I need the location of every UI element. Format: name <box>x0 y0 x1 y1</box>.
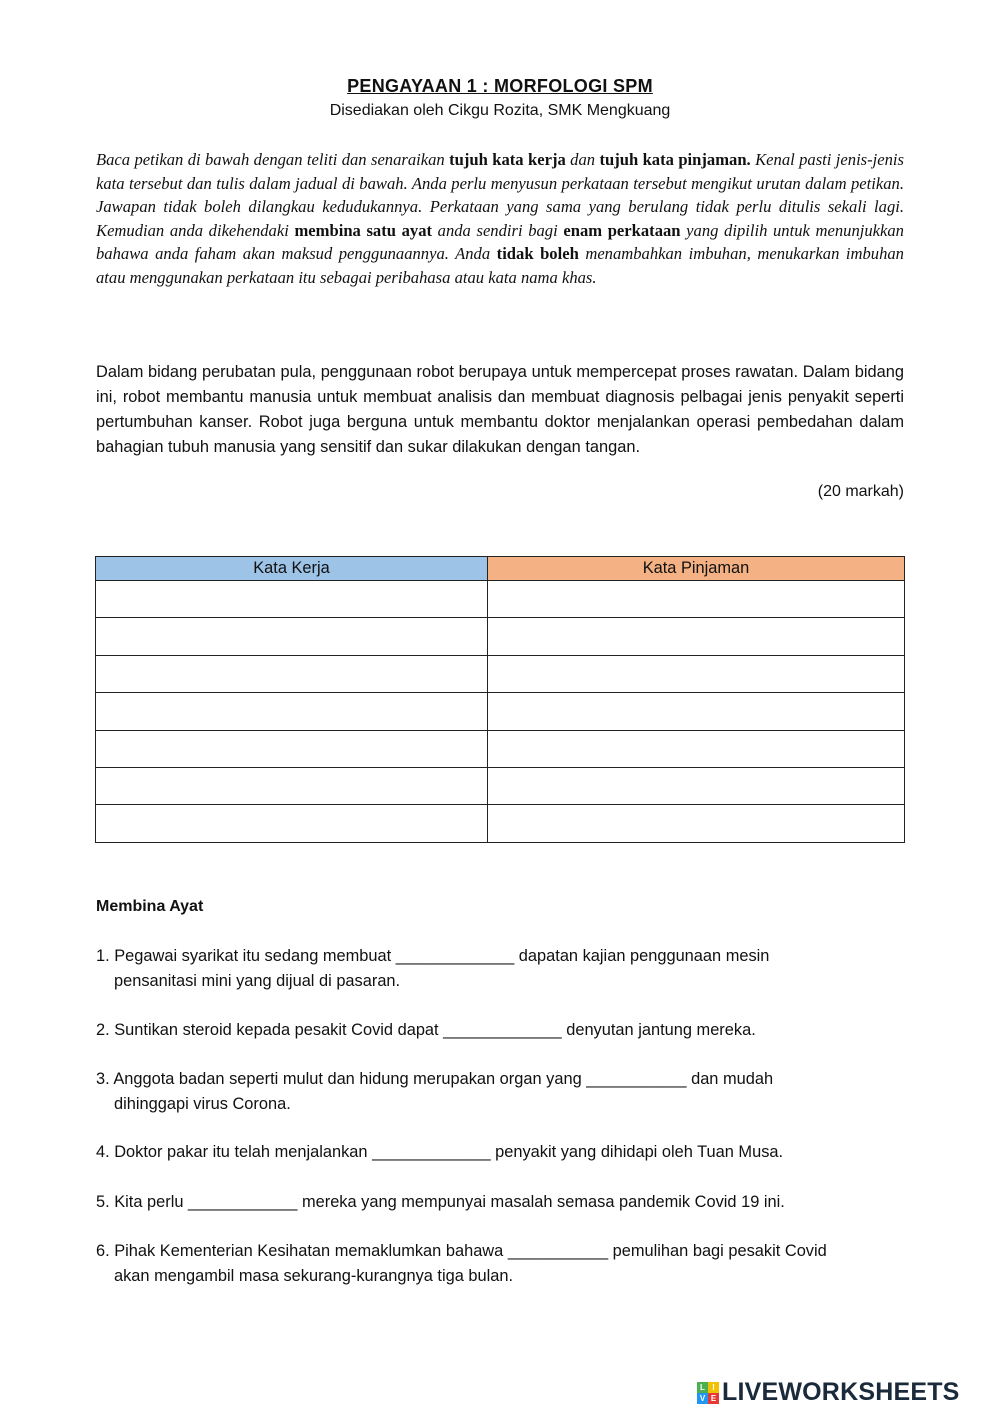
kata-pinjaman-answer-cell[interactable] <box>488 693 905 730</box>
table-row <box>96 767 905 804</box>
instruction-text: dan <box>565 150 600 169</box>
answer-table <box>95 556 905 843</box>
page-subtitle: Disediakan oleh Cikgu Rozita, SMK Mengkuang <box>329 102 671 119</box>
kata-pinjaman-answer-cell[interactable] <box>488 805 905 842</box>
question-1 <box>96 944 908 994</box>
reading-passage: Dalam bidang perubatan pula, penggunaan robot berupaya untuk mempercepat proses rawatan. Dalam bidang ini, robot membantu manusia untuk membuat analisis dan membuat diagnosis pelbagai jenis penyakit seperti pertumbuhan kanser. Robot juga berguna untuk membantu doktor menjalankan operasi pembedahan dalam bahagian tubuh manusia yang sensitif dan sukar dilakukan dengan tangan. <box>96 363 904 456</box>
question-line: 1. Pegawai syarikat itu sedang membuat _____________ dapatan kajian penggunaan mesin <box>96 947 770 965</box>
kata-kerja-answer-cell[interactable] <box>96 618 488 655</box>
question-5 <box>96 1190 908 1215</box>
instruction-emphasis: membina satu ayat <box>294 220 433 240</box>
instruction-text: menambahkan imbuhan, menukarkan imbuhan atau menggunakan perkataan itu sebagai peribahasa atau kata nama khas. <box>96 244 904 287</box>
instruction-emphasis: tidak boleh <box>496 244 579 264</box>
question-line: 3. Anggota badan seperti mulut dan hidung merupakan organ yang ___________ dan mudah <box>96 1070 774 1088</box>
table-row <box>96 805 905 842</box>
instruction-text: anda sendiri bagi <box>432 220 564 240</box>
question-2 <box>96 1018 908 1043</box>
instruction-emphasis: tujuh kata kerja <box>449 150 566 169</box>
table-row <box>96 581 905 618</box>
kata-kerja-answer-cell[interactable] <box>96 581 488 618</box>
instructions-paragraph <box>96 148 904 290</box>
kata-pinjaman-answer-cell[interactable] <box>488 730 905 767</box>
question-line: 2. Suntikan steroid kepada pesakit Covid dapat _____________ denyutan jantung mereka. <box>96 1021 756 1039</box>
instruction-text: Baca petikan di bawah dengan teliti dan senaraikan <box>96 150 450 169</box>
question-line: 5. Kita perlu ____________ mereka yang mempunyai masalah semasa pandemik Covid 19 ini. <box>96 1193 785 1211</box>
column-header-kata-pinjaman: Kata Pinjaman <box>488 557 905 581</box>
kata-kerja-answer-cell[interactable] <box>96 655 488 692</box>
marks-label: (20 markah) <box>817 483 904 500</box>
kata-pinjaman-answer-cell[interactable] <box>488 581 905 618</box>
question-4 <box>96 1140 908 1165</box>
table-row <box>96 655 905 692</box>
question-continuation: pensanitasi mini yang dijual di pasaran. <box>114 972 401 990</box>
kata-pinjaman-answer-cell[interactable] <box>488 767 905 804</box>
kata-kerja-answer-cell[interactable] <box>96 767 488 804</box>
question-line: 4. Doktor pakar itu telah menjalankan _____________ penyakit yang dihidapi oleh Tuan Musa. <box>96 1143 784 1161</box>
question-continuation: dihinggapi virus Corona. <box>114 1095 291 1113</box>
instruction-emphasis: tujuh kata pinjaman. <box>599 150 751 169</box>
page-title: PENGAYAAN 1 : MORFOLOGI SPM <box>347 76 653 96</box>
instruction-text: Kenal pasti jenis-jenis kata tersebut dan tulis dalam jadual di bawah. Anda perlu menyusun perkataan tersebut mengikut urutan dalam petikan. Jawapan tidak boleh dilangkau kedudukannya. Perkataan yang sama yang berulang tidak perlu ditulis sekali lagi. Kemudian anda dikehendaki <box>96 150 905 240</box>
question-line: 6. Pihak Kementerian Kesihatan memaklumkan bahawa ___________ pemulihan bagi pesakit Covid <box>96 1242 827 1260</box>
liveworksheets-logo-icon <box>697 1382 719 1404</box>
instruction-emphasis: enam perkataan <box>563 220 681 240</box>
section-heading: Membina Ayat <box>96 898 204 915</box>
instruction-text: yang dipilih untuk menunjukkan bahawa anda faham akan maksud penggunaannya. Anda <box>96 220 904 264</box>
logo-tile: V <box>697 1393 708 1404</box>
kata-kerja-answer-cell[interactable] <box>96 730 488 767</box>
kata-kerja-answer-cell[interactable] <box>96 805 488 842</box>
question-3 <box>96 1067 908 1117</box>
kata-pinjaman-answer-cell[interactable] <box>488 618 905 655</box>
table-row <box>96 618 905 655</box>
logo-tile: I <box>708 1382 719 1393</box>
question-continuation: akan mengambil masa sekurang-kurangnya tiga bulan. <box>114 1267 514 1285</box>
logo-text: LIVEWORKSHEETS <box>722 1378 960 1406</box>
kata-kerja-answer-cell[interactable] <box>96 693 488 730</box>
liveworksheets-logo <box>697 1378 960 1407</box>
table-row <box>96 693 905 730</box>
column-header-kata-kerja: Kata Kerja <box>96 557 488 581</box>
logo-tile: L <box>697 1382 708 1393</box>
logo-tile: E <box>708 1393 719 1404</box>
question-6 <box>96 1239 908 1289</box>
table-row <box>96 730 905 767</box>
kata-pinjaman-answer-cell[interactable] <box>488 655 905 692</box>
